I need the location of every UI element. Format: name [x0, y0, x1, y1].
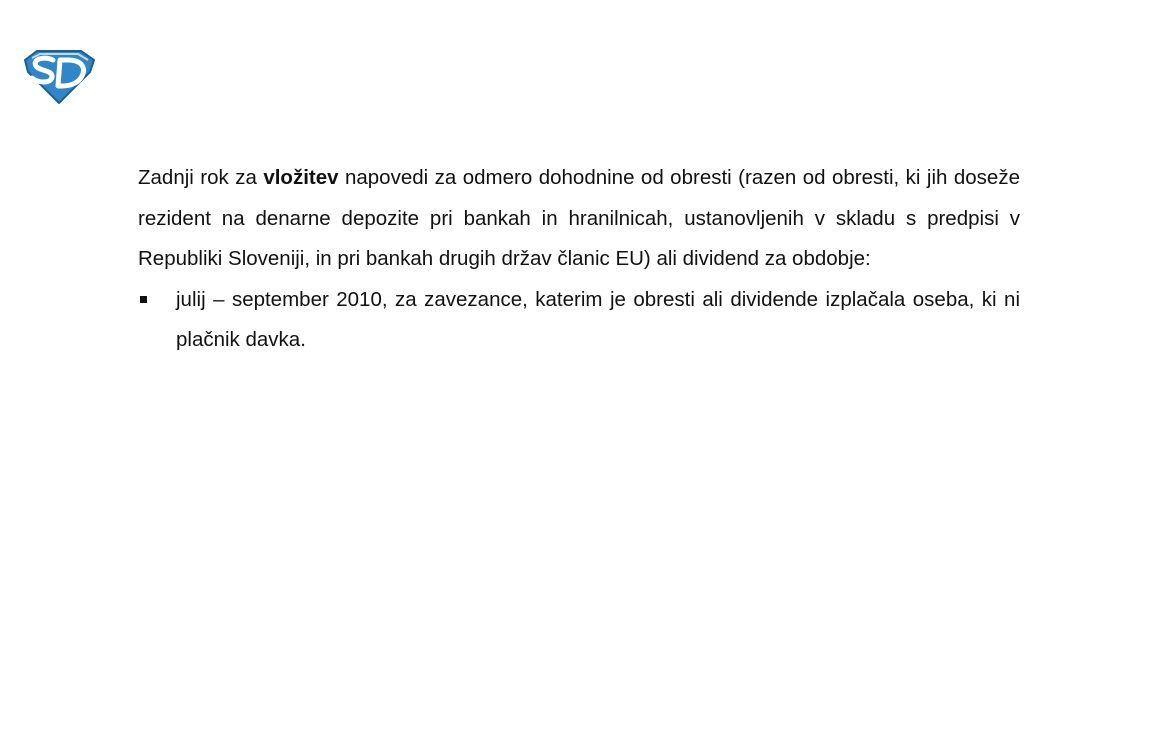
paragraph-text-start: Zadnji rok za	[138, 166, 264, 189]
list-item	[138, 280, 1020, 361]
period-list	[138, 280, 1020, 361]
shield-logo-icon	[22, 48, 96, 104]
paragraph-bold-word: vložitev	[263, 166, 339, 189]
square-bullet-icon	[140, 296, 147, 303]
company-logo	[22, 48, 96, 104]
deadline-paragraph	[138, 158, 1020, 280]
list-item-text: julij – september 2010, za zavezance, katerim je obresti ali dividende izplačala oseba, ki ni plačnik davka.	[176, 287, 1020, 351]
paragraph-text-end: napovedi za odmero dohodnine od obresti (razen od obresti, ki jih doseže rezident na denarne depozite pri bankah in hranilnicah, ustanovljenih v skladu s predpisi v Republiki Sloveniji, in pri bankah drugih držav članic EU) ali dividend za obdobje:	[138, 166, 1020, 270]
document-body	[138, 158, 1020, 361]
